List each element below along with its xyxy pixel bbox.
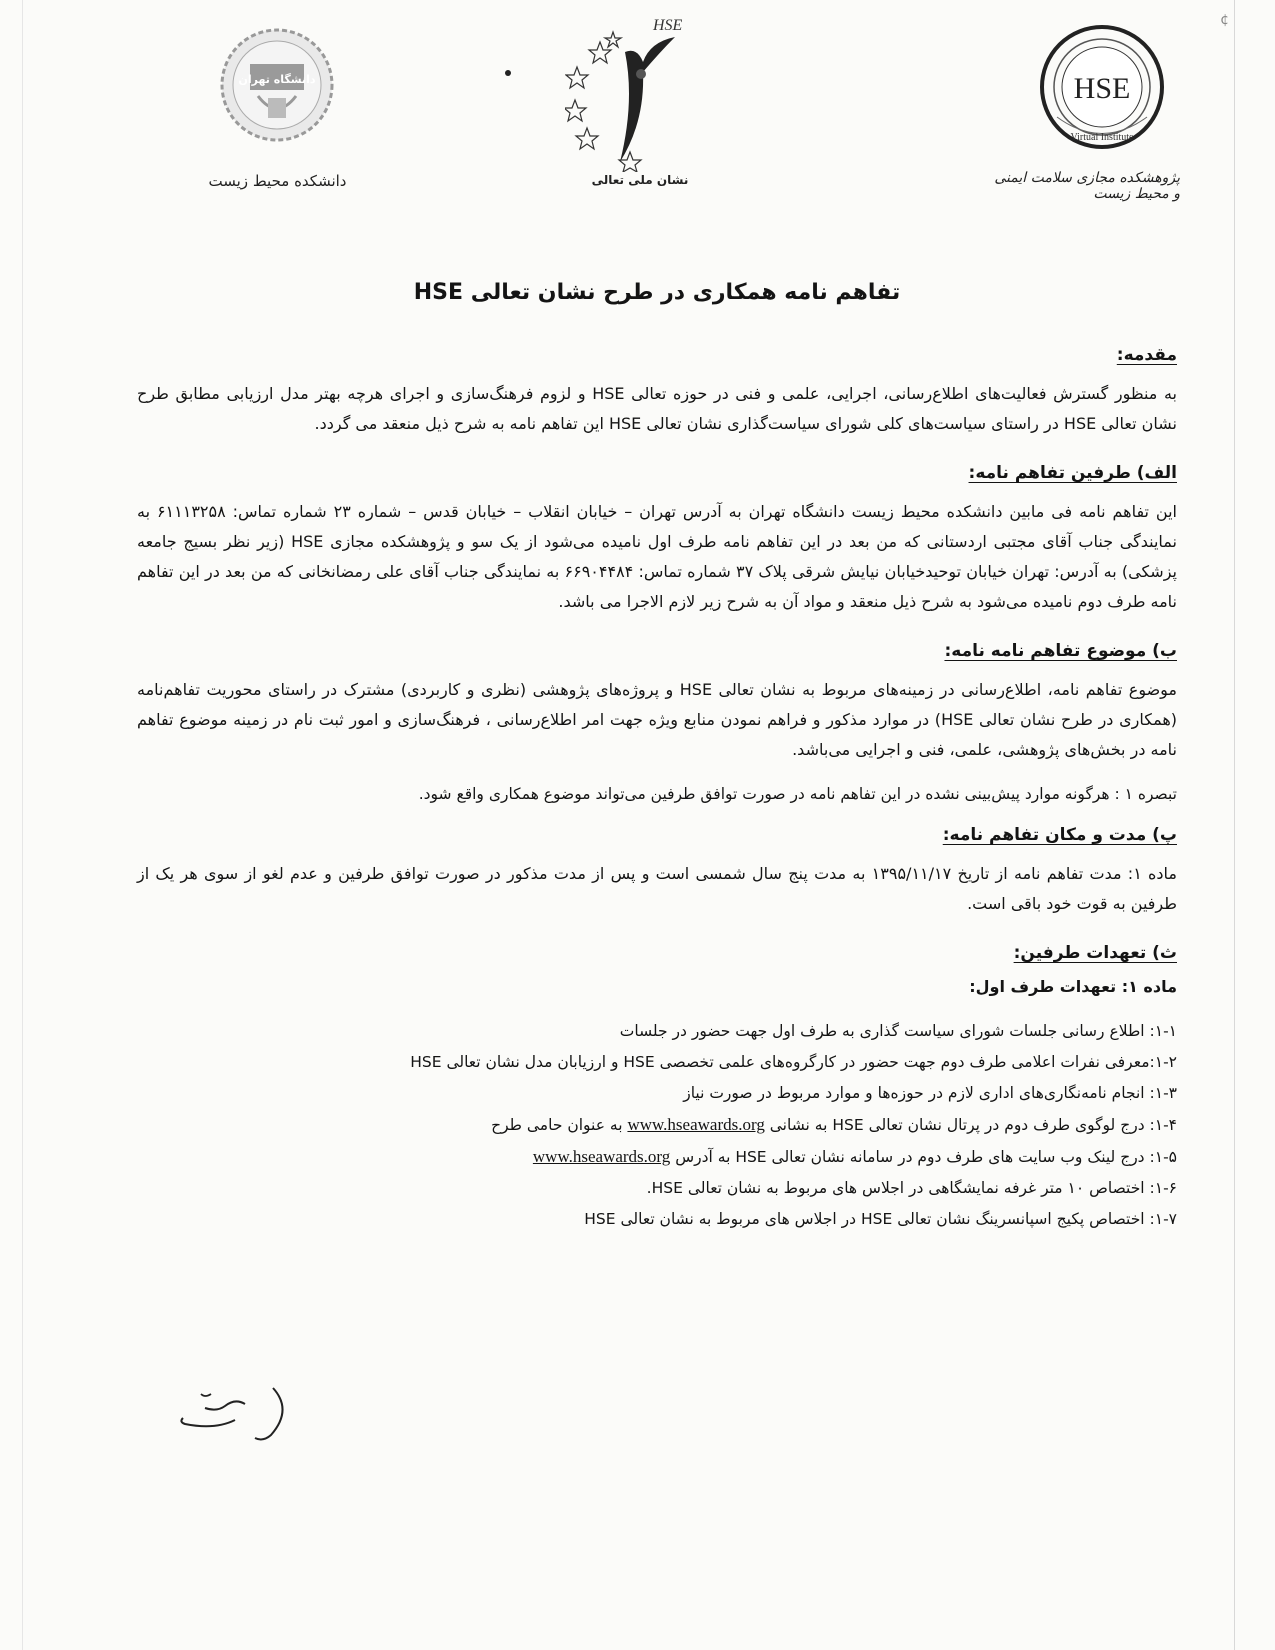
scan-edge-right <box>1234 0 1235 1650</box>
document-title: تفاهم نامه همکاری در طرح نشان تعالی HSE <box>413 280 901 305</box>
obligation-item-text: ۱-۵: درج لینک وب سایت های طرف دوم در سامانه نشان تعالی HSE به آدرس <box>675 1148 1177 1166</box>
subject-heading: ب) موضوع تفاهم نامه نامه: <box>944 641 1177 661</box>
parties-paragraph: این تفاهم نامه فی مابین دانشکده محیط زیست دانشگاه تهران به آدرس تهران – خیابان انقلاب – خیابان قدس – شماره ۲۳ شماره تماس: ۶۱۱۱۳۲۵۸ به نمایندگی جناب آقای مجتبی اردستانی که من بعد در این تفاهم نامه طرف اول نامیده می‌شود از یک سو و پژوهشکده مجازی HSE (زیر نظر بسیج جامعه پزشکی) به آدرس: تهران خیابان توحیدخیابان نیایش شرقی پلاک ۳۷ شماره تماس: ۶۶۹۰۴۴۸۴ به نمایندگی جناب آقای علی رمضانخانی که من بعد در این تفاهم نامه طرف دوم نامیده می‌شود به شرح ذیل منعقد و مواد آن به شرح زیر لازم الاجرا می باشد. <box>137 502 1178 611</box>
hse-institute-caption: پژوهشکده مجازی سلامت ایمنی و محیط زیست <box>994 170 1180 202</box>
obligation-item <box>137 1141 1177 1173</box>
ink-dot <box>505 70 511 76</box>
hseawards-link[interactable]: www.hseawards.org <box>627 1115 765 1134</box>
obligation-item: ۱-۱: اطلاع رسانی جلسات شورای سیاست گذاری به طرف اول جهت حضور در جلسات <box>619 1022 1177 1040</box>
hse-institute-logo <box>1037 22 1167 152</box>
svg-text:دانشگاه تهران: دانشگاه تهران <box>238 73 316 86</box>
intro-paragraph: به منظور گسترش فعالیت‌های اطلاع‌رسانی، اجرایی، علمی و فنی در حوزه تعالی HSE و لزوم فرهنگ‌سازی و اجرای هرچه بهتر مدل ارزیابی مطابق طرح نشان تعالی HSE در راستای سیاست‌های کلی شورای سیاست‌گذاری نشان تعالی HSE این تفاهم نامه به شرح ذیل منعقد می گردد. <box>137 384 1177 433</box>
intro-heading: مقدمه: <box>1116 345 1177 365</box>
obligations-heading: ث) تعهدات طرفین: <box>1013 943 1177 963</box>
obligation-item-text: ۱-۴: درج لوگوی طرف دوم در پرتال نشان تعالی HSE به نشانی <box>769 1116 1177 1134</box>
subject-note: تبصره ۱ : هرگونه موارد پیش‌بینی نشده در این تفاهم نامه در صورت توافق طرفین می‌تواند موضوع همکاری واقع شود. <box>418 785 1177 803</box>
subject-paragraph: موضوع تفاهم نامه، اطلاع‌رسانی در زمینه‌های مربوط به نشان تعالی HSE و پروژه‌های پژوهشی (نظری و کاربردی) مشترک در راستای محوریت تفاهم‌نامه (همکاری در طرح نشان تعالی HSE) در موارد مذکور و فراهم نمودن منابع ویژه جهت امر اطلاع‌رسانی ، فرهنگ‌سازی و امور ثبت نام در زمینه موضوع تفاهم نامه در بخش‌های پژوهشی، علمی، فنی و اجرایی می‌باشد. <box>137 680 1178 759</box>
svg-text:HSE: HSE <box>653 17 683 34</box>
hseawards-link[interactable]: www.hseawards.org <box>532 1147 671 1166</box>
duration-heading: پ) مدت و مکان تفاهم نامه: <box>942 825 1177 845</box>
obligation-item: ۱-۶: اختصاص ۱۰ متر غرفه نمایشگاهی در اجلاس های مربوط به نشان تعالی HSE. <box>646 1179 1177 1197</box>
obligation-item: ۱-۷: اختصاص پکیج اسپانسرینگ نشان تعالی HSE در اجلاس های مربوط به نشان تعالی HSE <box>584 1210 1177 1228</box>
svg-text:Virtual Institute: Virtual Institute <box>1070 132 1134 143</box>
obligation-item: ۱-۲:معرفی نفرات اعلامی طرف دوم جهت حضور در کارگروه‌های علمی تخصصی HSE و ارزیابان مدل نشان تعالی HSE <box>410 1053 1177 1071</box>
parties-heading: الف) طرفین تفاهم نامه: <box>968 463 1177 483</box>
svg-text:HSE: HSE <box>1073 72 1131 105</box>
excellence-award-caption: نشان ملی تعالی <box>591 173 689 187</box>
obligations-subheading: ماده ۱: تعهدات طرف اول: <box>969 977 1177 996</box>
duration-paragraph: ماده ۱: مدت تفاهم نامه از تاریخ ۱۳۹۵/۱۱/۱۷ به مدت پنج سال شمسی است و پس از مدت مذکور در صورت توافق طرفین و عدم لغو از سوی هر یک از طرفین به قوت خود باقی است. <box>137 864 1177 913</box>
obligation-item: ۱-۳: انجام نامه‌نگاری‌های اداری لازم در حوزه‌ها و موارد مربوط در صورت نیاز <box>683 1084 1177 1102</box>
faculty-caption: دانشکده محیط زیست <box>208 172 347 190</box>
obligation-item-suffix: به عنوان حامی طرح <box>491 1116 628 1134</box>
university-logo <box>218 26 336 144</box>
excellence-award-logo <box>565 12 715 172</box>
scan-edge-left <box>22 0 23 1650</box>
document-body <box>137 280 1177 1235</box>
handwritten-signature <box>175 1380 295 1450</box>
obligation-item <box>137 1109 1177 1141</box>
corner-mark: ¢ <box>1220 12 1229 28</box>
